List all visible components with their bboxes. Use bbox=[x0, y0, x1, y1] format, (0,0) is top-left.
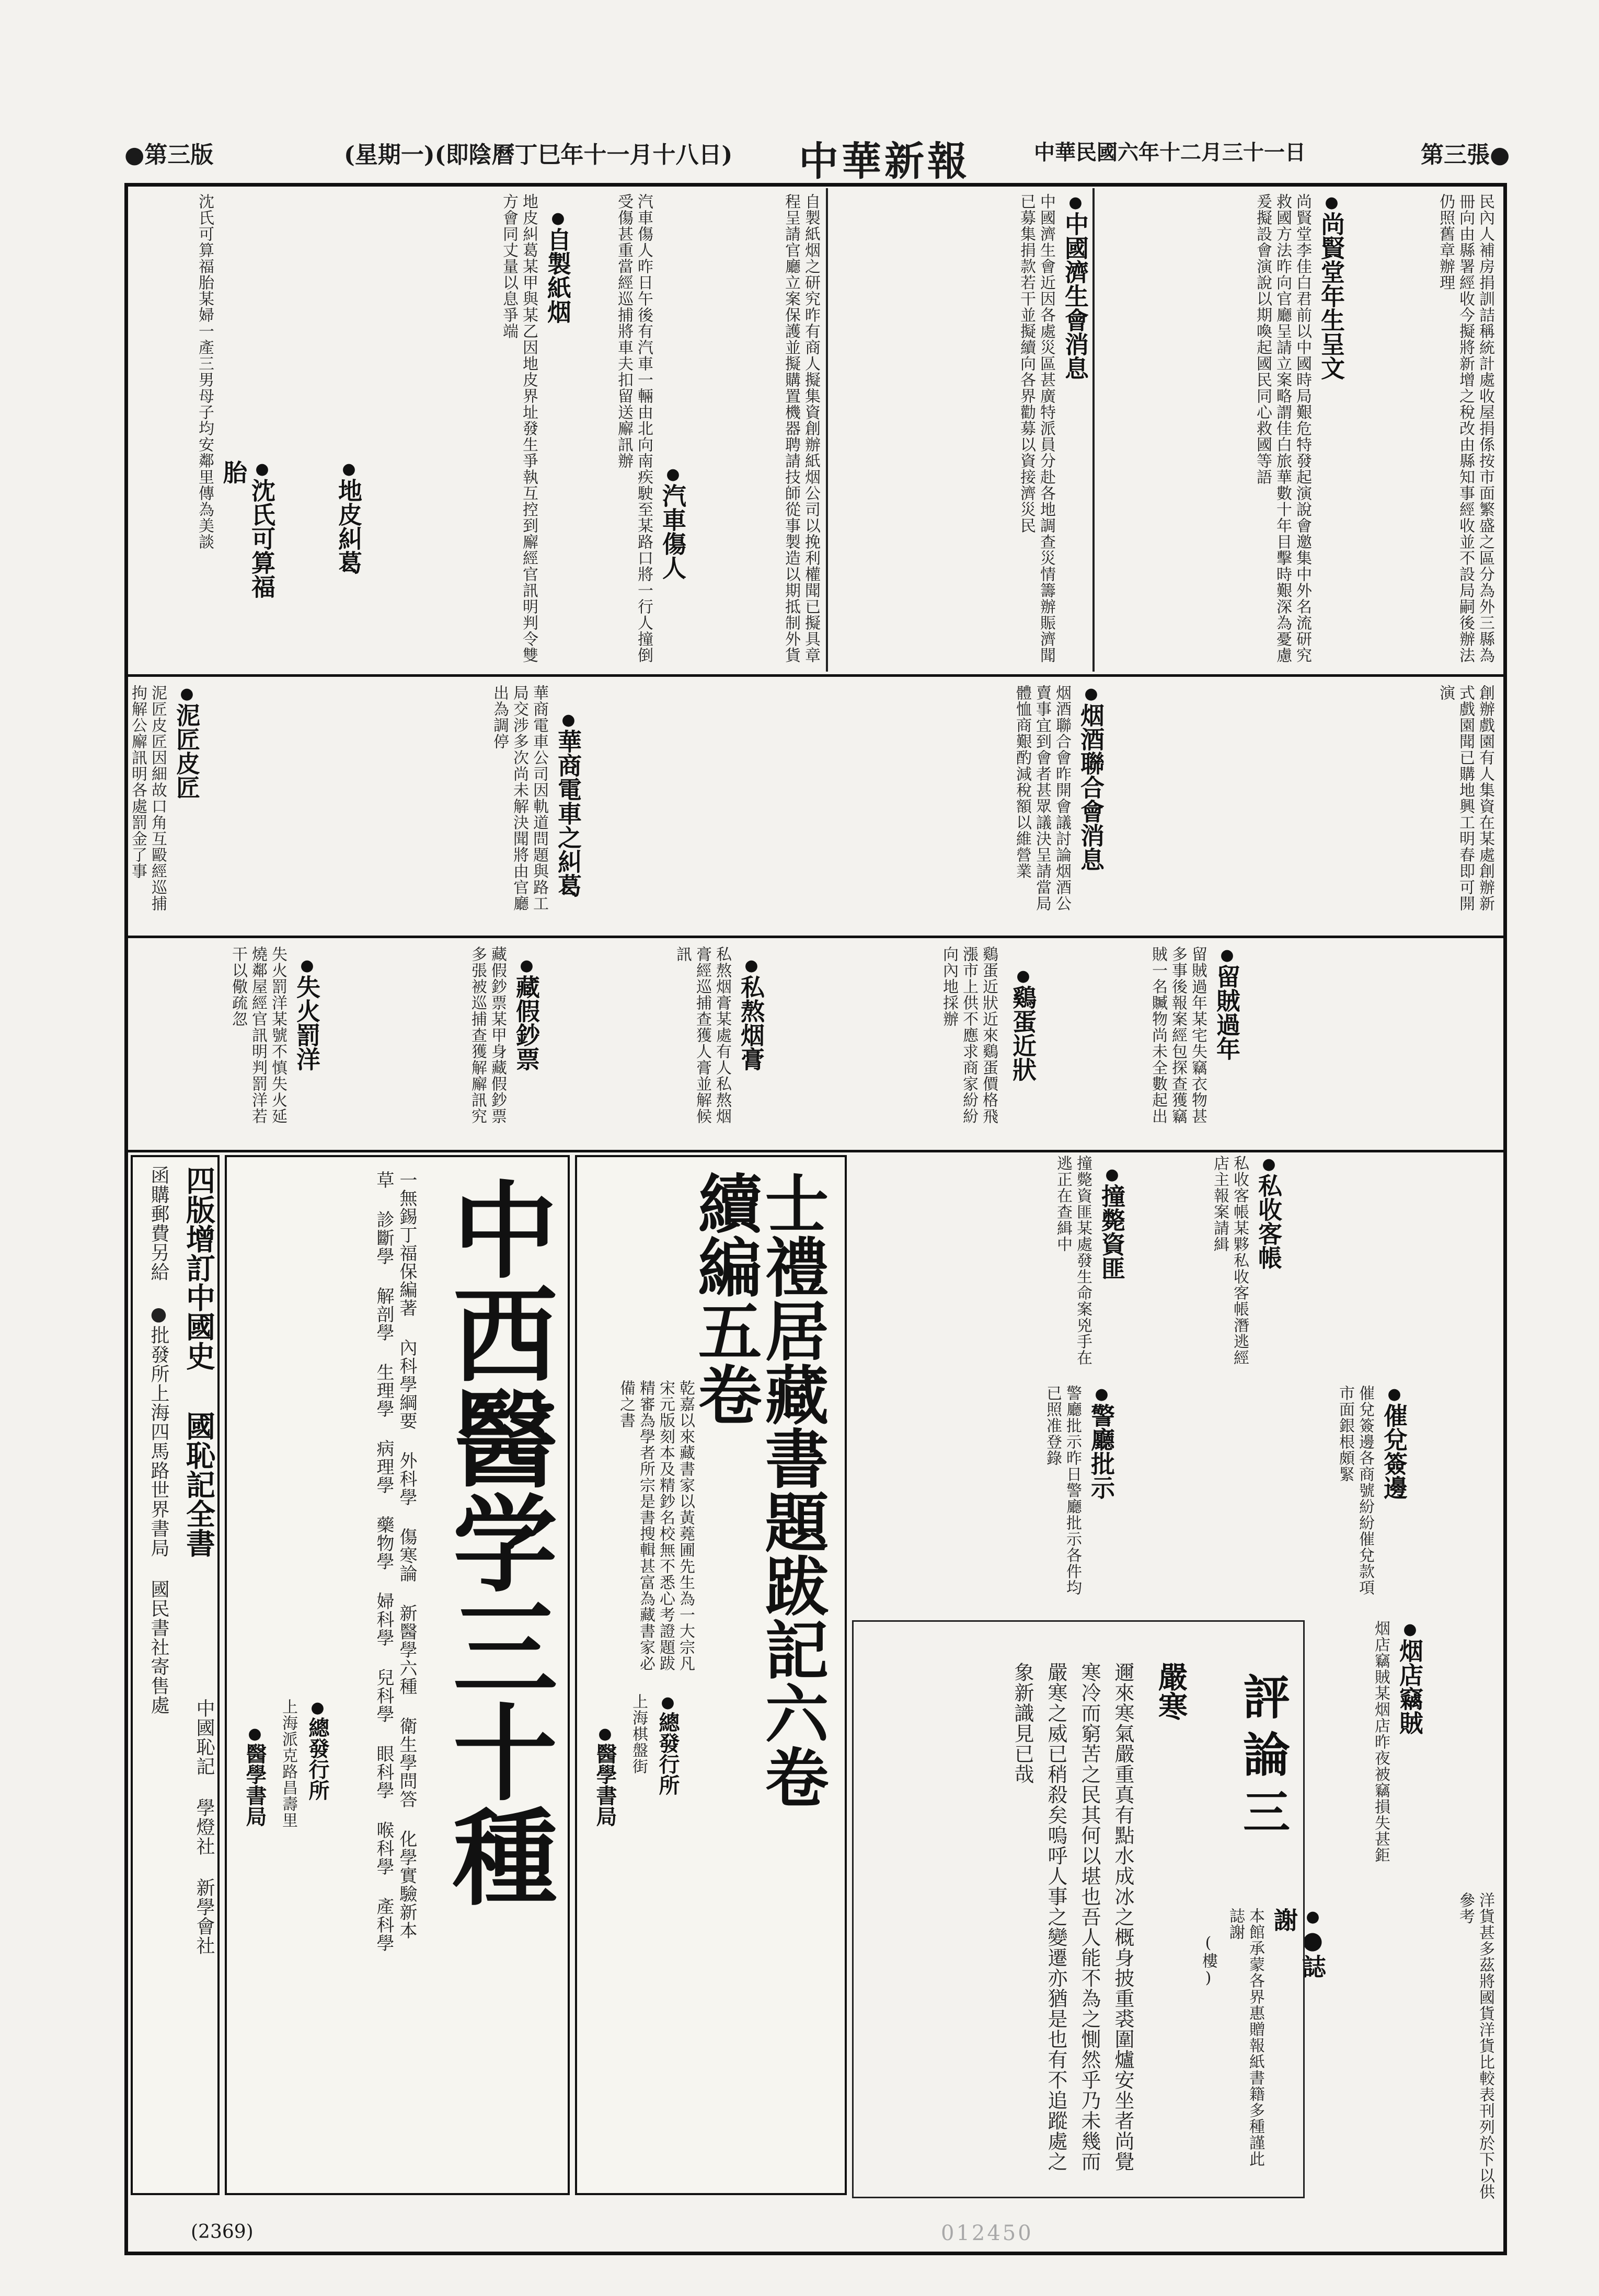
article-body: 私收客帳某夥私收客帳潛逃經店主報案請緝 bbox=[1211, 1155, 1249, 1366]
article-heading: ● 華商電車之糾葛 bbox=[554, 711, 582, 930]
article-heading: ● 烟酒聯合會消息 bbox=[1077, 685, 1105, 925]
article-heading: ● 催兌簽邊 bbox=[1380, 1385, 1408, 1531]
thanks-body: 本館承蒙各界惠贈報紙書籍多種謹此誌謝 bbox=[1226, 1908, 1264, 2167]
page-number: (2369) bbox=[191, 2221, 254, 2243]
medical-ad-address: 上海派克路昌壽里 bbox=[279, 1699, 297, 1828]
article-body: 民內人補房捐訓詰稱統計處收屋捐係按市面繁盛之區分為外三縣為冊向由縣署經收今擬將新增之稅改由縣知事經收並不設局嗣後辦法仍照舊章辦理 bbox=[1436, 193, 1494, 663]
medical-ad-title: 中西醫学三十種 bbox=[435, 1176, 558, 1908]
thanks-heading: ● ●誌謝 bbox=[1270, 1908, 1327, 2002]
article-body: 泥匠皮匠因細故口角互毆經巡捕拘解公廨訊明各處罰金了事 bbox=[129, 685, 167, 912]
column-rule bbox=[826, 188, 828, 672]
article-heading: ● 中國濟生會消息 bbox=[1061, 193, 1089, 486]
article-body: 藏假鈔票某甲身藏假鈔票多張被巡捕查獲解廨訊究 bbox=[468, 946, 507, 1124]
article-heading: ● 失火罰洋 bbox=[293, 956, 321, 1103]
book-ad-publisher: ● 總發行所 bbox=[653, 1693, 682, 1829]
masthead-page-right: 第三張● bbox=[1421, 142, 1510, 168]
newspaper-title: 中華新報 bbox=[799, 138, 970, 184]
book-ad-subtitle: 續編五卷 bbox=[687, 1171, 763, 1426]
article-heading: ● 自製紙烟 bbox=[544, 209, 572, 366]
book-ad-store: ● 醫學書局 bbox=[591, 1725, 619, 1861]
article-heading: ● 汽車傷人 bbox=[659, 465, 687, 622]
masthead bbox=[124, 136, 1510, 184]
article-body: 創辦戲園有人集資在某處創辦新式戲園聞已購地興工明春即可開演 bbox=[1436, 685, 1494, 912]
article-body: 私熬烟膏某處有人私熬烟膏經巡捕查獲人膏並解候訊 bbox=[673, 946, 731, 1124]
article-body: 警廳批示昨日警廳批示各件均已照准登錄 bbox=[1043, 1385, 1082, 1596]
article-body: 中國濟生會近因各處災區甚廣特派員分赴各地調查災情籌辦賑濟聞已募集捐款若干並擬續向各界勸募以資接濟災民 bbox=[1017, 193, 1055, 663]
article-heading: ● 尚賢堂年生呈文 bbox=[1317, 193, 1345, 413]
article-body: 華商電車公司因軌道問題與路工局交涉多次尚未解決聞將由官廳出為調停 bbox=[490, 685, 548, 912]
book-ad-address: 上海棋盤街 bbox=[629, 1693, 648, 1774]
tier-divider-2 bbox=[128, 936, 1503, 938]
archive-stamp: 012450 bbox=[941, 2221, 1033, 2245]
article-body: 地皮糾葛某甲與某乙因地皮界址發生爭執互控到廨經官訊明判令雙方會同丈量以息爭端 bbox=[500, 193, 538, 663]
article-heading: ● 留賊過年 bbox=[1213, 946, 1241, 1103]
history-ad-extra: 中國恥記 學燈社 新學會社 bbox=[193, 1699, 215, 1955]
article-body: 尚賢堂李佳白君前以中國時局艱危特發起演說會邀集中外名流研究救國方法昨向官廳呈請立案略謂佳白旅華數十年目擊時艱深為憂慮爰擬設會演說以期喚起國民同心救國等語 bbox=[1253, 193, 1312, 663]
commentary-title: 嚴寒 bbox=[1154, 1662, 1188, 1721]
commentary-heading: 評論三 bbox=[1235, 1672, 1290, 1845]
article-body: 撞斃資匪某處發生命案兇手在逃正在查緝中 bbox=[1054, 1155, 1092, 1366]
article-heading: ● 沈氏可算福胎 bbox=[220, 460, 276, 606]
article-heading: ● 泥匠皮匠 bbox=[172, 685, 201, 841]
article-heading: ● 私收客帳 bbox=[1255, 1155, 1283, 1301]
article-body: 自製紙烟之研究昨有商人擬集資創辦紙烟公司以挽利權聞已擬具章程呈請官廳立案保護並擬購置機器聘請技師從事製造以期抵制外貨 bbox=[782, 193, 820, 663]
article-heading: ● 藏假鈔票 bbox=[512, 956, 540, 1103]
article-heading: ● 警廳批示 bbox=[1087, 1385, 1115, 1521]
article-heading: ● 私熬烟膏 bbox=[737, 956, 765, 1113]
column-rule bbox=[1092, 188, 1095, 672]
article-body: 烟酒聯合會昨開會議討論烟酒公賣事宜到會者甚眾議決呈請當局體恤商艱酌減稅額以維營業 bbox=[1013, 685, 1071, 912]
article-heading: ● 撞斃資匪 bbox=[1098, 1166, 1126, 1301]
tier-divider-3 bbox=[128, 1150, 1503, 1152]
article-body: 失火罰洋某號不慎失火延燒鄰屋經官訊明判罰洋若干以儆疏忽 bbox=[229, 946, 287, 1124]
article-body: 沈氏可算福胎某婦一產三男母子均安鄰里傳為美談 bbox=[195, 193, 214, 550]
article-body: 鷄蛋近狀近來鷄蛋價格飛漲市上供不應求商家紛紛向內地採辦 bbox=[940, 946, 998, 1124]
history-ad-body: 函購郵費另給 ●批發所上海四馬路世界書局 國民書社寄售處 bbox=[148, 1166, 169, 1715]
medical-ad-store: ● 醫學書局 bbox=[240, 1725, 269, 1882]
article-heading: ● 地皮糾葛 bbox=[335, 460, 363, 596]
book-ad-body: 乾嘉以來藏書家以黃蕘圃先生為一大宗凡宋元版刻本及精鈔名校無不悉心考證題跋精審為學者所宗是書搜輯甚富為藏書家必備之書 bbox=[617, 1380, 695, 1671]
history-ad-title: 四版增訂中國史 bbox=[181, 1166, 216, 1370]
book-ad-title: 士禮居藏書題跋記六卷 bbox=[754, 1171, 830, 1808]
article-heading: ● 烟店竊賊 bbox=[1396, 1620, 1424, 1756]
masthead-lunar-date: (星期一)(即陰曆丁巳年十一月十八日) bbox=[344, 142, 733, 168]
commentary-note: (樓) bbox=[1199, 1934, 1217, 1988]
article-body: 留賊過年某宅失竊衣物甚多事後報案經包探查獲竊賊一名贓物尚未全數起出 bbox=[1149, 946, 1207, 1124]
article-heading: ● 鷄蛋近狀 bbox=[1009, 967, 1037, 1124]
history-ad-sub: 國恥記全書 bbox=[181, 1411, 216, 1557]
medical-ad-list: 一無錫丁福保編著 內科學綱要 外科學 傷寒論 新醫學六種 衛生學問答 化學實驗新本草 診斷學 解剖學 生理學 病理學 藥物學 婦科學 兒科學 眼科學 喉科學 產科學 bbox=[373, 1171, 417, 1952]
masthead-date: 中華民國六年十二月三十一日 bbox=[1034, 140, 1306, 165]
medical-ad-publisher: ● 總發行所 bbox=[303, 1699, 331, 1855]
article-body: 催兌簽邊各商號紛紛催兌款項市面銀根頗緊 bbox=[1336, 1385, 1374, 1596]
article-body: 汽車傷人昨日午後有汽車一輛由北向南疾駛至某路口將一行人撞倒受傷甚重當經巡捕將車夫扣留送廨訊辦 bbox=[615, 193, 653, 663]
commentary-body: 邇來寒氣嚴重真有點水成冰之概身披重裘圍爐安坐者尚覺寒冷而窮苦之民其何以堪也吾人能不為之惻然乎乃未幾而嚴寒之威已稍殺矣嗚呼人事之變遷亦猶是也有不追蹤處之象新識見已哉 bbox=[1011, 1662, 1134, 2172]
tier-divider-1 bbox=[128, 674, 1503, 677]
article-body: 烟店竊賊某烟店昨夜被竊損失甚鉅 bbox=[1372, 1620, 1390, 1863]
article-body: 洋貨甚多茲將國貨洋貨比較表刊列於下以供參考 bbox=[1456, 1892, 1494, 2200]
masthead-page-left: ●第三版 bbox=[124, 142, 214, 168]
